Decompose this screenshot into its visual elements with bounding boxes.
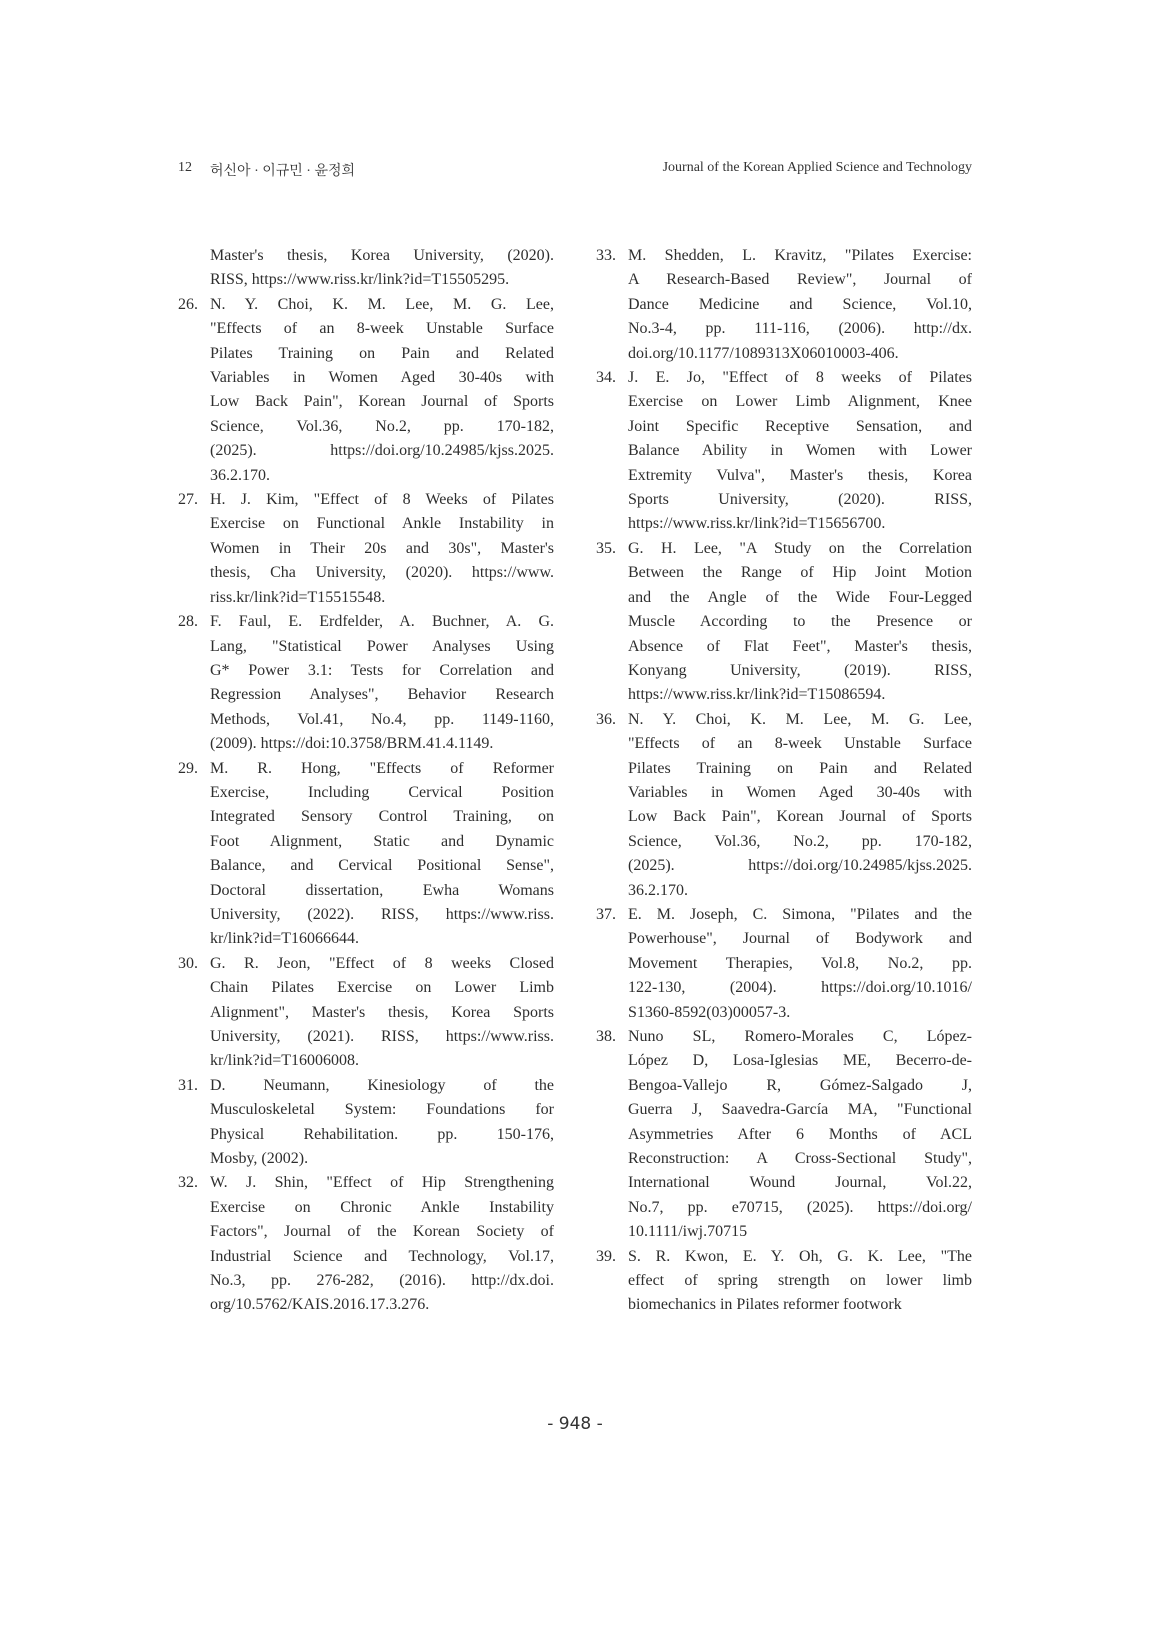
reference-number: 37. [596,905,616,923]
reference-line: G* Power 3.1: Tests for Correlation and [210,661,554,679]
reference-line: doi.org/10.1177/1089313X06010003-406. [628,344,899,362]
reference-item [178,952,554,1074]
reference-line: Extremity Vulva", Master's thesis, Korea [628,466,972,484]
reference-line: Sports University, (2020). RISS, [628,491,972,509]
running-header [178,160,972,180]
reference-number: 30. [178,954,198,972]
reference-line: Integrated Sensory Control Training, on [210,808,554,826]
reference-line: Doctoral dissertation, Ewha Womans [210,881,554,899]
reference-line: A Research-Based Review", Journal of [628,271,972,289]
reference-line: No.7, pp. e70715, (2025). https://doi.org/ [628,1198,972,1216]
reference-line: https://www.riss.kr/link?id=T15086594. [628,686,886,704]
reference-line: 34. J. E. Jo, "Effect of 8 weeks of Pilates [596,366,972,390]
reference-line: Guerra J, Saavedra-García MA, "Functional [628,1101,972,1119]
header-left [178,160,355,180]
reference-line: (2025). https://doi.org/10.24985/kjss.2025. [628,857,972,875]
reference-item [178,244,554,293]
reference-item [596,1025,972,1245]
reference-line: Between the Range of Hip Joint Motion [628,564,972,582]
reference-line: López D, Losa-Iglesias ME, Becerro-de- [628,1052,972,1070]
reference-line: Balance Ability in Women with Lower [628,442,972,460]
reference-line: thesis, Cha University, (2020). https://www. [210,564,554,582]
reference-number: 27. [178,491,198,509]
reference-line: Exercise on Lower Limb Alignment, Knee [628,393,972,411]
reference-number: 38. [596,1028,616,1045]
reference-line: Physical Rehabilitation. pp. 150-176, [210,1125,554,1143]
reference-line: and the Angle of the Wide Four-Legged [628,588,972,606]
reference-item [596,244,972,366]
reference-line: Factors", Journal of the Korean Society of [210,1223,554,1241]
reference-line: "Effects of an 8-week Unstable Surface [210,320,554,338]
reference-line: Women in Their 20s and 30s", Master's [210,539,554,557]
reference-line: Chain Pilates Exercise on Lower Limb [210,979,554,997]
reference-number: 26. [178,295,198,313]
reference-line: Lang, "Statistical Power Analyses Using [210,637,554,655]
header-page-number: 12 [178,160,192,175]
reference-line: Joint Specific Receptive Sensation, and [628,417,972,435]
reference-line: Industrial Science and Technology, Vol.17, [210,1247,554,1265]
reference-line: effect of spring strength on lower limb [628,1272,972,1290]
reference-item [596,537,972,708]
reference-number: 35. [596,539,616,557]
reference-line: Pilates Training on Pain and Related [628,759,972,777]
reference-column-left [178,244,554,1318]
reference-line: Pilates Training on Pain and Related [210,344,554,362]
reference-line: 26. N. Y. Choi, K. M. Lee, M. G. Lee, [178,293,554,317]
reference-line: 36.2.170. [628,881,688,899]
reference-line: Movement Therapies, Vol.8, No.2, pp. [628,954,972,972]
reference-line: Mosby, (2002). [210,1150,309,1168]
reference-line: Low Back Pain", Korean Journal of Sports [628,808,972,826]
reference-line: Foot Alignment, Static and Dynamic [210,832,554,850]
reference-line: "Effects of an 8-week Unstable Surface [628,735,972,753]
reference-item [596,366,972,537]
reference-line: Methods, Vol.41, No.4, pp. 1149-1160, [210,710,554,728]
reference-line: Variables in Women Aged 30-40s with [628,783,972,801]
reference-line: Alignment", Master's thesis, Korea Sports [210,1003,554,1021]
reference-line: Exercise on Functional Ankle Instability in [210,515,554,533]
reference-line: 31. D. Neumann, Kinesiology of the [178,1074,554,1098]
reference-item [596,903,972,1025]
reference-line: 33. M. Shedden, L. Kravitz, "Pilates Exercise: [596,244,972,268]
reference-line: Powerhouse", Journal of Bodywork and [628,930,972,948]
reference-number: 39. [596,1247,616,1265]
reference-line: Konyang University, (2019). RISS, [628,661,972,679]
reference-line: 36. N. Y. Choi, K. M. Lee, M. G. Lee, [596,708,972,732]
reference-line: University, (2021). RISS, https://www.riss. [210,1028,554,1045]
reference-line: (2009). https://doi:10.3758/BRM.41.4.1149. [210,735,494,753]
reference-item [178,488,554,610]
reference-line: Bengoa-Vallejo R, Gómez-Salgado J, [628,1076,972,1094]
reference-line: Regression Analyses", Behavior Research [210,686,554,704]
reference-line: Reconstruction: A Cross-Sectional Study", [628,1150,972,1168]
reference-line: 39. S. R. Kwon, E. Y. Oh, G. K. Lee, "The [596,1245,972,1269]
reference-line: Exercise, Including Cervical Position [210,783,554,801]
reference-line: 28. F. Faul, E. Erdfelder, A. Buchner, A. G. [178,610,554,634]
reference-line: 32. W. J. Shin, "Effect of Hip Strengthening [178,1171,554,1195]
reference-line: Musculoskeletal System: Foundations for [210,1101,554,1119]
reference-line: Muscle According to the Presence or [628,613,972,631]
reference-line: riss.kr/link?id=T15515548. [210,588,386,606]
reference-line: org/10.5762/KAIS.2016.17.3.276. [210,1296,430,1314]
reference-number: 31. [178,1076,198,1094]
reference-line: No.3-4, pp. 111-116, (2006). http://dx. [628,320,972,338]
reference-line: RISS, https://www.riss.kr/link?id=T15505295. [210,271,510,289]
reference-line: 29. M. R. Hong, "Effects of Reformer [178,757,554,781]
reference-number: 33. [596,247,616,264]
reference-line: S1360-8592(03)00057-3. [628,1003,791,1021]
reference-item [178,1171,554,1317]
reference-line: No.3, pp. 276-282, (2016). http://dx.doi. [210,1272,554,1290]
reference-line: 10.1111/iwj.70715 [628,1223,748,1241]
reference-line: 38. Nuno SL, Romero-Morales C, López- [596,1025,972,1049]
reference-item [178,293,554,488]
header-journal-title: Journal of the Korean Applied Science and Technology [662,160,972,175]
reference-line: Variables in Women Aged 30-40s with [210,369,554,387]
reference-line: Master's thesis, Korea University, (2020). [210,247,554,264]
reference-line: biomechanics in Pilates reformer footwork [628,1296,902,1314]
reference-number: 32. [178,1174,198,1192]
reference-line: Dance Medicine and Science, Vol.10, [628,295,972,313]
reference-line: University, (2022). RISS, https://www.riss. [210,905,554,923]
reference-item [596,1245,972,1318]
reference-line: 27. H. J. Kim, "Effect of 8 Weeks of Pilates [178,488,554,512]
reference-line: kr/link?id=T16006008. [210,1052,360,1070]
reference-line: 122-130, (2004). https://doi.org/10.1016/ [628,979,972,997]
reference-line: Balance, and Cervical Positional Sense", [210,857,554,875]
reference-line: 37. E. M. Joseph, C. Simona, "Pilates and the [596,903,972,927]
reference-line: Science, Vol.36, No.2, pp. 170-182, [210,417,554,435]
reference-line: 30. G. R. Jeon, "Effect of 8 weeks Closed [178,952,554,976]
reference-line: Science, Vol.36, No.2, pp. 170-182, [628,832,972,850]
reference-number: 28. [178,613,198,631]
reference-line: Exercise on Chronic Ankle Instability [210,1198,554,1216]
reference-number: 34. [596,369,616,387]
reference-line: 35. G. H. Lee, "A Study on the Correlation [596,537,972,561]
reference-column-right [596,244,972,1318]
reference-line: 36.2.170. [210,466,270,484]
reference-item [178,757,554,952]
header-authors: 허신아 · 이규민 · 윤정희 [210,164,356,179]
reference-line: Low Back Pain", Korean Journal of Sports [210,393,554,411]
reference-item [178,1074,554,1172]
reference-line: https://www.riss.kr/link?id=T15656700. [628,515,886,533]
reference-item [178,610,554,756]
reference-line: Absence of Flat Feet", Master's thesis, [628,637,972,655]
reference-line: International Wound Journal, Vol.22, [628,1174,972,1192]
reference-number: 29. [178,759,198,777]
reference-line: (2025). https://doi.org/10.24985/kjss.2025. [210,442,554,460]
reference-line: kr/link?id=T16066644. [210,930,360,948]
footer-page-number: - 948 - [547,1414,603,1434]
reference-number: 36. [596,710,616,728]
reference-line: Asymmetries After 6 Months of ACL [628,1125,972,1143]
reference-item [596,708,972,903]
